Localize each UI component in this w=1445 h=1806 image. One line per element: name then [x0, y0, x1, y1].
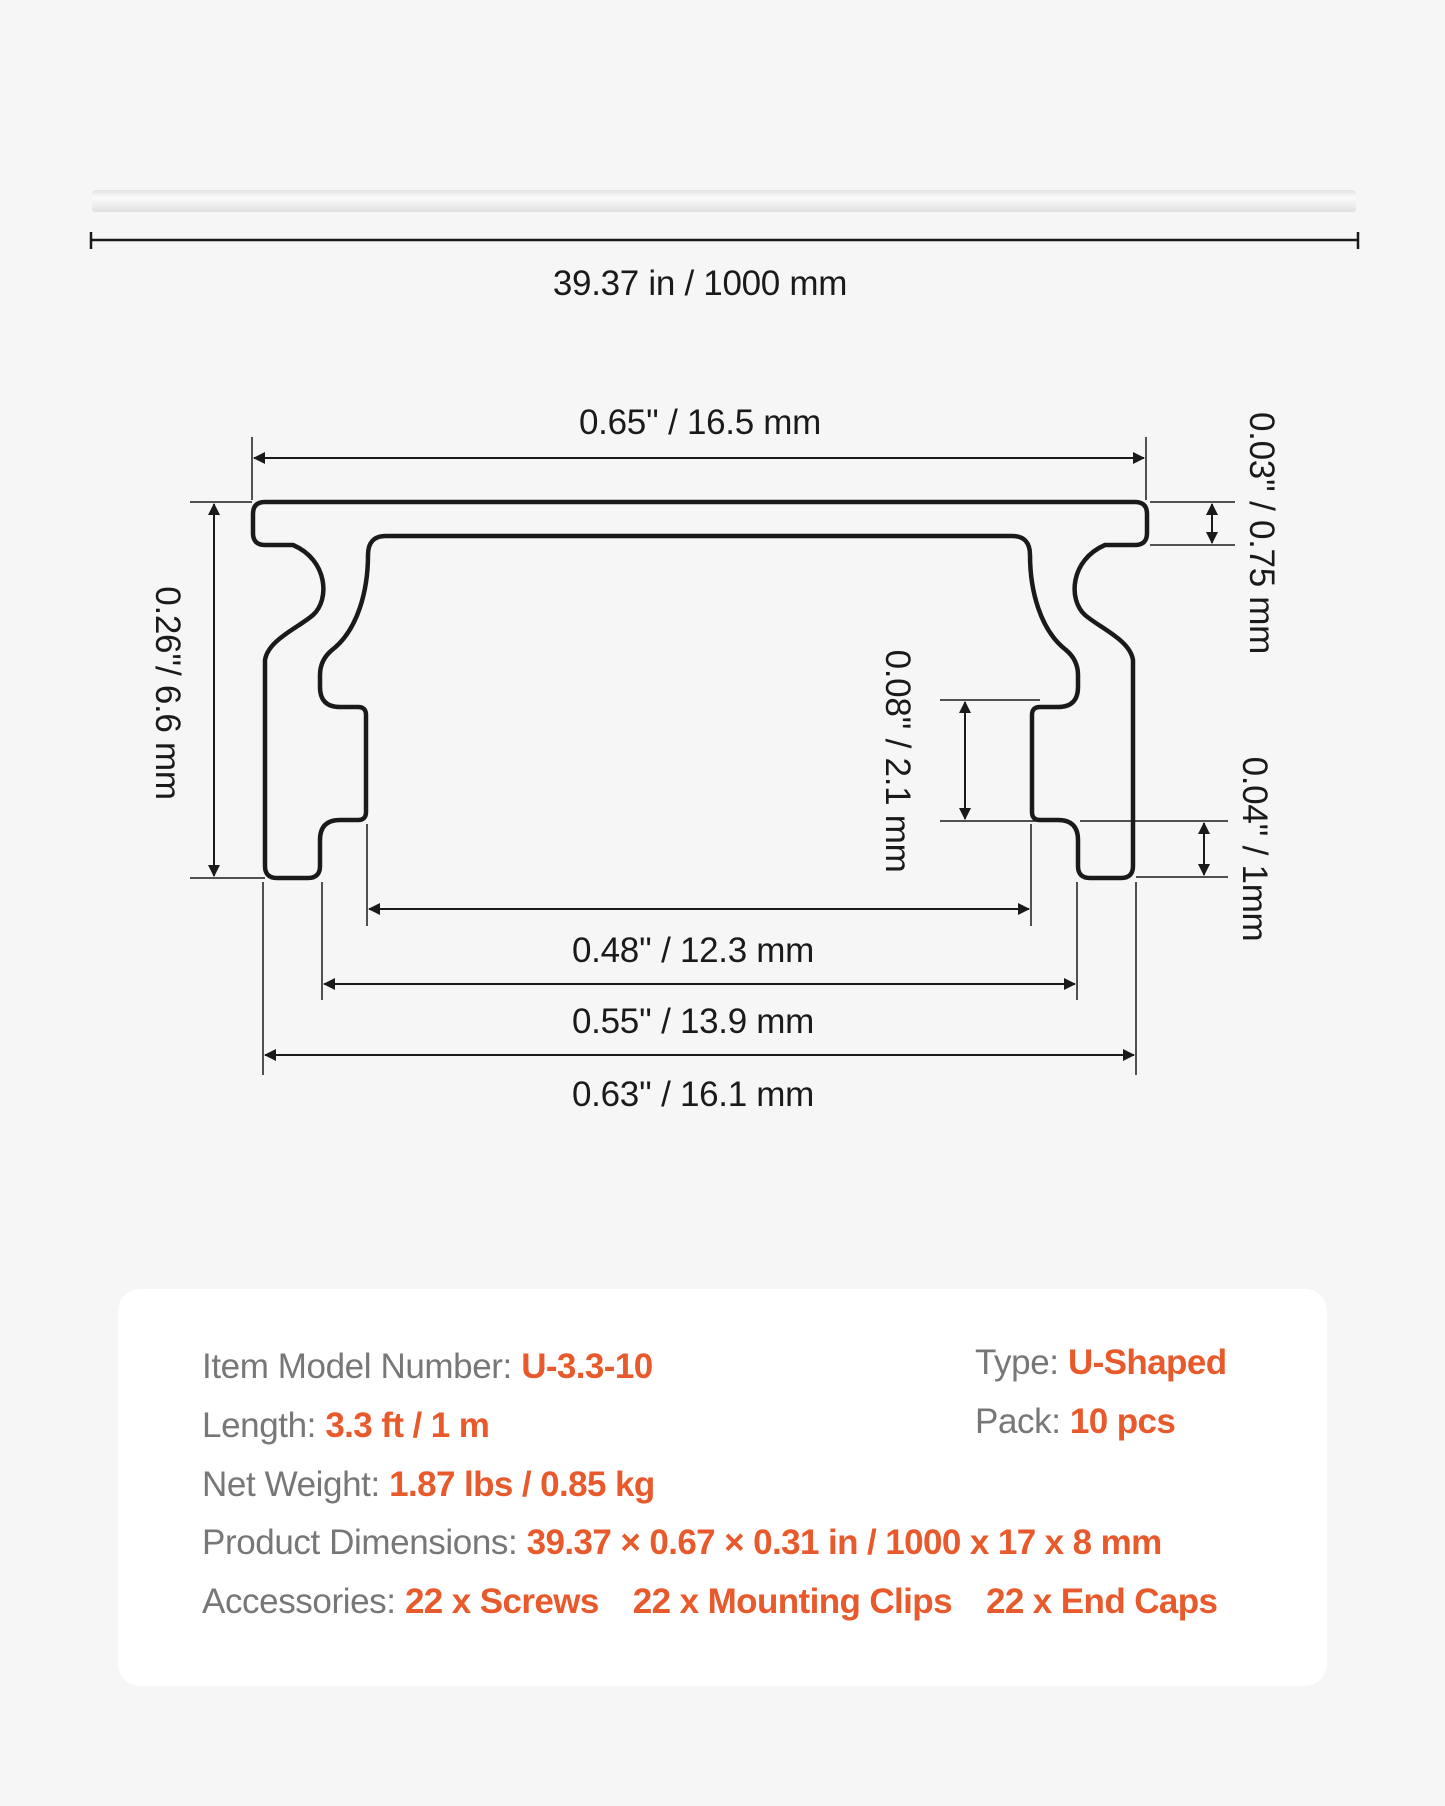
top-width-label: 0.65'' / 16.5 mm	[578, 403, 822, 442]
length-dimension-line	[91, 232, 1358, 249]
foot-height-label: 0.04'' / 1mm	[1235, 756, 1274, 942]
spec-model-value: U-3.3-10	[521, 1347, 653, 1386]
spec-accessories	[202, 1582, 1217, 1622]
spec-accessories-label: Accessories:	[202, 1582, 396, 1621]
accessory-mounting-clips: 22 x Mounting Clips	[632, 1582, 952, 1621]
bottom-width-label: 0.63'' / 16.1 mm	[571, 1075, 815, 1114]
spec-length	[202, 1406, 489, 1446]
spec-weight	[202, 1465, 655, 1505]
extension-lines	[190, 437, 1235, 1075]
spec-weight-value: 1.87 lbs / 0.85 kg	[389, 1465, 655, 1504]
profile-strip	[92, 190, 1356, 212]
spec-length-value: 3.3 ft / 1 m	[325, 1406, 490, 1445]
spec-model-label: Item Model Number:	[202, 1347, 512, 1386]
spec-pack-value: 10 pcs	[1069, 1402, 1176, 1441]
spec-pack-label: Pack:	[975, 1402, 1061, 1441]
spec-type-value: U-Shaped	[1067, 1343, 1227, 1382]
spec-type-label: Type:	[975, 1343, 1059, 1382]
top-thickness-label: 0.03'' / 0.75 mm	[1242, 411, 1281, 655]
spec-type	[975, 1343, 1226, 1383]
spec-pack	[975, 1402, 1175, 1442]
spec-weight-label: Net Weight:	[202, 1465, 380, 1504]
spec-dimensions	[202, 1523, 1162, 1563]
accessory-screws: 22 x Screws	[404, 1582, 599, 1621]
spec-dimensions-value: 39.37 × 0.67 × 0.31 in / 1000 x 17 x 8 mm	[526, 1523, 1162, 1562]
height-label: 0.26''/ 6.6 mm	[148, 586, 187, 800]
spec-length-label: Length:	[202, 1406, 316, 1445]
specifications-card	[118, 1289, 1327, 1686]
spec-model	[202, 1347, 653, 1387]
groove-height-label: 0.08'' / 2.1 mm	[878, 649, 917, 873]
accessory-end-caps: 22 x End Caps	[985, 1582, 1218, 1621]
inner-width-label: 0.48'' / 12.3 mm	[571, 931, 815, 970]
middle-width-label: 0.55'' / 13.9 mm	[571, 1002, 815, 1041]
spec-dimensions-label: Product Dimensions:	[202, 1523, 518, 1562]
length-label: 39.37 in / 1000 mm	[552, 264, 848, 303]
